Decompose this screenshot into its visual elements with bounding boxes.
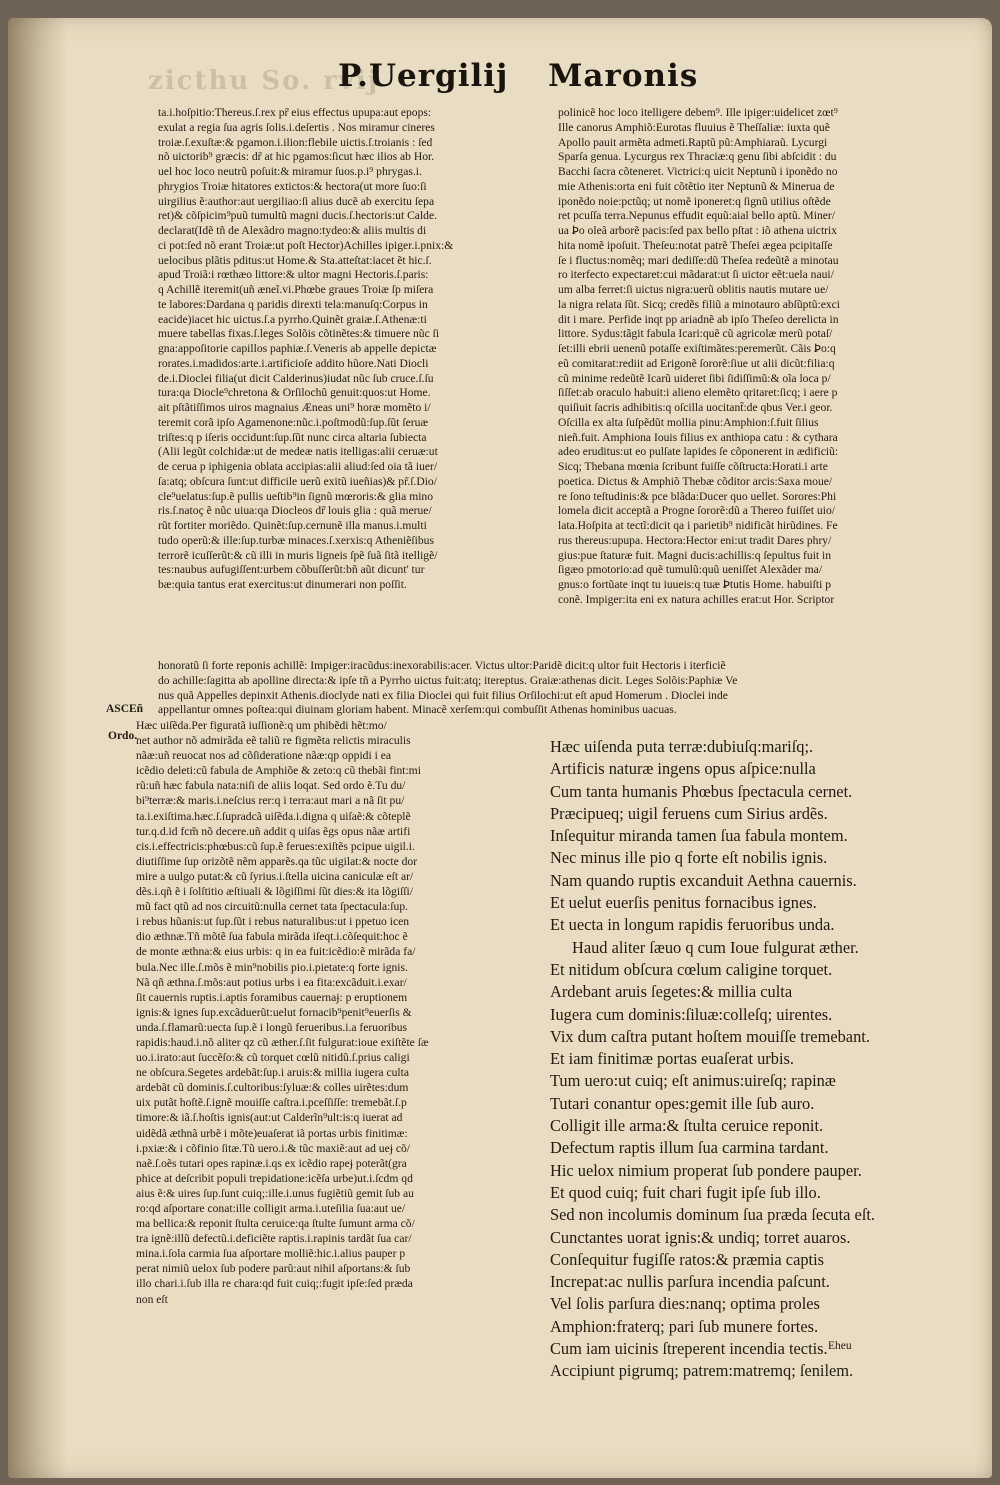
text-line: Hæc uiſẽda.Per figuratã iuſſionẽ:q um phibẽdi hẽt:mo/	[136, 719, 387, 732]
text-line: tes:naubus aufugiſſent:urbem cõbuſſerũt:bñ aũt dicunt' tur	[158, 563, 425, 577]
text-line: nus quã Appelles depinxit Athenis.dioclyde nati ex filia Dioclei qui fuit filius Orſilochi:ut eſt apud Homerum . Dioclei inde	[158, 688, 728, 702]
running-head-right: Maronis	[548, 58, 699, 94]
text-line: ait pſtãtiſſimos uiros magnaius Æneas uni⁹ horæ momẽto i/	[158, 401, 431, 414]
text-line: timore:& iã.ſ.hoſtis ignis(aut:ut Calderĩn⁹ult:is:q iuerat ad	[136, 1111, 403, 1125]
poem-line: Et quod cuiq; fuit chari fugit ipſe ſub illo.	[550, 1182, 821, 1202]
text-line: ret)& cõſpicim⁹puũ tumultũ magni ducis.ſ.hectoris:ut Calde.	[158, 209, 438, 223]
text-line: (Alii legũt colchidæ:ut de medeæ natis itelligas:alii ceruæ:ut	[158, 445, 438, 459]
text-line: ignis:& ignes ſup.excãduerũt:uelut fornacib⁹penit⁹euerſis &	[136, 1005, 412, 1019]
text-line: eũ comitarat:rediit ad Erigonẽ ſororẽ:ſiue ut alii dicũt:filia:q	[558, 356, 835, 370]
poem-line: Hæc uiſenda puta terræ:dubiuſq:mariſq;.	[550, 737, 814, 756]
text-line: bula.Nec ille.ſ.mõs ẽ min⁹nobilis pio.i.pietate:q forte ignis.	[136, 960, 408, 974]
text-line: troiæ.ſ.exuſtæ:& pgamon.i.ilion:flebile uictis.ſ.troianis : ſed	[158, 135, 433, 149]
text-line: de cerua p iphigenia oblata accipias:alii aliud:ſed oia tã iuer/	[158, 460, 438, 473]
text-line: conẽ. Impiger:ita eni ex natura achilles erat:ut Hor. Scriptor	[558, 592, 835, 606]
margin-note-ascen: ASCEñ	[106, 703, 144, 715]
text-line: re ſono teſtudinis:& pce blãda:Ducer quo uellet. Sorores:Phi	[558, 489, 837, 503]
bleed-through-text: zicthu So. rvij	[148, 66, 380, 96]
text-line: de.i.Dioclei filia(ut dicit Calderinus)iudat nũc ſub cruce.ſ.ſu	[158, 371, 434, 385]
poem-line: Cunctantes uorat ignis:& undiq; torret auaros.	[550, 1227, 851, 1247]
poem-line: Iugera cum dominis:ſiluæ:colleſq; uirentes.	[550, 1004, 833, 1024]
text-line: ci pot:ſed nõ erant Troiæ:ut poſt Hector)Achilles ipiger.i.pnix:&	[158, 238, 454, 252]
text-line: ris.ſ.natoç ẽ nũc uiua:qa Diocleos dr̃ louis glia : quã merue/	[158, 504, 432, 518]
text-line: ne obſcura.Segetes ardebãt:ſup.i aruis:& millia iugera culta	[136, 1066, 410, 1080]
text-line: lomela dicit acceptã a Progne ſororẽ:dũ a Thereo fuiſſet uio/	[558, 504, 835, 518]
text-line: do achille:ſagitta ab apolline directa:& ipſe tñ a Pyrrho uictus fuit:atq; itereptus. Graiæ:athenas dicit. Leges Solõis:Paphiæ Ve	[158, 673, 738, 687]
commentary-column-lower	[136, 718, 534, 1307]
poem-line: Amphion:fraterq; pari ſub munere fortes.	[550, 1316, 819, 1336]
text-line: apud Troiã:i rœthæo littore:& ultor magni Hectoris.ſ.paris:	[158, 268, 429, 282]
text-line: gius:pue ſtaturæ fuit. Magni ducis:achillis:q ſepultus fuit in	[558, 548, 832, 562]
text-line: mie Athenis:orta eni fuit cõtẽtio iter Neptunũ & Minerua de	[558, 179, 835, 193]
text-line: Sparſa genua. Lycurgus rex Thraciæ:q genu ſibi abſcidit : du	[558, 150, 837, 164]
catchword: Eheu	[828, 1340, 852, 1352]
text-line: icẽdio deleti:cũ fabula de Amphiõe & zeto:q cũ thebãi fint:mi	[136, 764, 421, 778]
text-line: ua Ꝧo oleã arborẽ pacis:ſed pax bello pſtat : iõ athena uictrix	[558, 224, 838, 237]
poem-line: Increpat:ac nullis parſura incendia paſcunt.	[550, 1272, 830, 1292]
poem-line: Et nitidum obſcura cœlum caligine torquet.	[550, 959, 833, 979]
text-line: triſtes:q p iſeris occidunt:ſup.ſũt nunc circa altaria ſubiecta	[158, 430, 427, 444]
text-line: cũ minime redeũtẽ Icarũ uideret ſibi ſidiſſimũ:& oĩa loca p/	[558, 371, 831, 385]
text-line: nieñ.fuit. Amphiona Iouis filius ex anthiopa catu : & cythara	[558, 430, 838, 444]
text-line: te labores:Dardana q paridis direxti tela:manuſq:Corpus in	[158, 297, 428, 311]
text-line: quiſiuit ſacris adhibitis:q oſcilla uocitant̃:de qbus Ver.i geor.	[558, 401, 833, 414]
poem-line: Præcipueq; uigil feruens cum Sirius ardẽs.	[550, 803, 828, 823]
text-line: ſigæo pmotorio:ad quẽ tumulũ:quũ ueniſſet Alexãder ma/	[558, 563, 823, 577]
text-line: i rebus hũanis:ut ſup.ſũt i rebus naturalibus:ut i ppetuo icen	[136, 915, 410, 929]
text-line: mire a uulgo putat:& cũ ſyrius.i.ſtella uicina caniculæ eſt ar/	[136, 869, 414, 883]
poem-line: Defectum raptis illum ſua carmina tardant.	[550, 1138, 829, 1158]
text-line: appellantur omnes poſtea:qui diuinam gloriam habent. Minacẽ xerſem:qui combuſſit Athenas hominibus uacuas.	[158, 703, 677, 717]
text-line: Ille canorus Amphiõ:Eurotas fluuius ẽ Theſſaliæ: iuxta quẽ	[558, 120, 830, 134]
poem-line: Inſequitur miranda tamen ſua fabula montem.	[550, 826, 848, 846]
text-line: dẽs.i.qñ ẽ i ſolſtitio æſtiuali & lõgiſſimi ſũt dies:& ita lõgiſſi/	[136, 885, 413, 899]
text-line: ret pcuſſa terra.Nepunus effudit equũ:aial bello aptũ. Miner/	[558, 209, 835, 223]
text-line: tur.q.d.id fcm̃ nõ decere.uñ addit q uiſas ẽgs opus nãæ artifi	[136, 824, 411, 838]
text-line: tudo operũ:& ille:ſup.turbæ minaces.ſ.xerxis:q Atheniẽſibus	[158, 533, 434, 547]
text-line: exulat a regia ſua agris ſolis.i.deſertis . Nos miramur cineres	[158, 120, 435, 134]
book-page	[8, 18, 992, 1478]
running-head	[338, 58, 698, 94]
text-line: aius ẽ:& uires ſup.ſunt cuiq;:ille.i.unus fugiẽtiũ gemit ſub au	[136, 1186, 414, 1200]
text-line: ro:qd aſportare conat:ille colligit arma.i.uteſilia ſua:aut ue/	[136, 1202, 406, 1215]
text-line: non eſt	[136, 1292, 168, 1306]
text-line: littore. Sydus:tãgit fabula Icari:quẽ cũ agricolæ merũ potaſ/	[558, 327, 833, 341]
margin-note-ordo: Ordo.	[108, 730, 138, 742]
text-line: diutiſſime ſup orizõtẽ nẽm apparẽs.qa tũc uigilat:& nocte dor	[136, 854, 418, 868]
poem-line: Et uecta in longum rapidis feruoribus unda.	[550, 915, 835, 935]
page-gutter-shadow	[8, 18, 68, 1478]
text-line: illo chari.i.ſub illa re chara:qd fuit cuiq;:fugit ipſe:ſed præda	[136, 1277, 413, 1291]
text-line: lata.Hoſpita at tectĩ:dicit qa i parietib⁹ nidificãt hirũdines. Fe	[558, 519, 838, 532]
text-line: net author nõ admirãda eẽ taliũ re figmẽta relictis miraculis	[136, 734, 411, 748]
text-line: de monte æthna:& eius urbis: q in ea fuit:icẽdio:ẽ mirãda fa/	[136, 945, 416, 959]
text-line: uix putãt hoſtẽ.ſ.ignẽ mouiſſe caſtra.i.pceſſiſſe: tremebãt.ſ.p	[136, 1096, 407, 1110]
text-line: rorates.i.madidos:arte.i.artificioſe addito hũore.Nati Diocli	[158, 356, 429, 370]
text-line: poetica. Dictus & Amphiõ Thebæ cõditor arcis:Saxa moue/	[558, 474, 833, 488]
poem-line: Cum tanta humanis Phœbus ſpectacula cernet.	[550, 781, 853, 801]
text-line: eacide)iacet hic uictus.ſ.a pyrrho.Quinẽt graiæ.ſ.Athenæ:ti	[158, 312, 427, 326]
poem-line: Tum uero:ut cuiq; eſt animus:uireſq; rapinæ	[550, 1071, 836, 1091]
text-line: rus thereus:upupa. Hectora:Hector eni:ut tradit Dares phry/	[558, 533, 832, 547]
text-line: uo.i.irato:aut ſuccẽſo:& cũ torquet cœlũ nitidũ.ſ.prius caligi	[136, 1051, 410, 1065]
text-line: ta.i.hoſpitio:Thereus.ſ.rex pr̃ eius effectus upupa:aut epops:	[158, 106, 432, 119]
text-line: rapidis:haud.i.nõ aliter qz cũ æther.ſ.ſit fulgurat:ioue exiſtẽte ſæ	[136, 1035, 429, 1049]
text-line: Oſcilla ex alta ſuſpẽdũt mollia pinu:Amphion:ſ.fuit ſilius	[558, 415, 819, 429]
text-line: dio æthnæ.Tñ mõtẽ ſua fabula mirãda iſeqt.i.cõſequit:hoc ẽ	[136, 930, 408, 944]
text-line: q Achillẽ iteremit(uñ æneĩ.vi.Phœbe graues Troiæ ſp miſera	[158, 283, 434, 296]
text-line: cle⁹uelatus:ſup.ẽ pullis ueſtib⁹in ſignũ mœroris:& glia mino	[158, 489, 434, 503]
poem-line: Et uelut euerſis penitus fornacibus ignes.	[550, 893, 817, 913]
text-line: uel hoc loco neutrũ poſuit:& miramur ſuos.p.i⁹ phrygas.i.	[158, 165, 422, 178]
text-line: i.pxiæ:& i cõfinio ſitæ.Tũ uero.i.& tũc maxiẽ:aut ad ueɉ cõ/	[136, 1141, 411, 1155]
text-line: phice at deſcribit populi trepidatione:icẽſa urbe)ut.i.ſcdm qd	[136, 1171, 413, 1185]
text-line: Nã qñ æthna.ſ.mõs:aut potius urbs i ea fita:excãduit.i.exar/	[136, 975, 407, 989]
text-line: cis.i.effectricis:phœbus:cũ ſup.ẽ ferues:exiſtẽs pcipue uigil.i.	[136, 839, 415, 853]
poem-line: Artificis naturæ ingens opus aſpice:nulla	[550, 759, 816, 779]
text-line: tura:qa Diocle⁹chretona & Orſilochũ genuit:quos:ut Home.	[158, 386, 431, 400]
text-line: ardebãt cũ dominis.ſ.cultoribus:ſyluæ:& colles uirẽtes:dum	[136, 1081, 409, 1095]
poem-line: Accipiunt pigrumq; patrem:matremq; ſenilem.	[550, 1361, 854, 1381]
text-line: nãæ:uñ reuocat nos ad cõſideratione nãæ:qp oppidi i ea	[136, 749, 391, 763]
text-line: la nigra relata ſũt. Sicq; credẽs filiũ a minotauro abſũptũ:exci	[558, 297, 841, 311]
poem-line: Vix dum caſtra putant hoſtem mouiſſe tremebant.	[550, 1026, 870, 1046]
text-line: mina.i.ſola carmia ſua aſportare molliẽ:hic.i.alius pauper p	[136, 1247, 406, 1261]
text-line: declarat(Idẽ tñ de Alexãdro magno:tydeo:& aliis multis di	[158, 224, 427, 237]
text-line: rũt fortiter moriẽdo. Quinẽt:ſup.cernunẽ illa manus.i.multi	[158, 519, 427, 532]
poem-line: Et iam finitimæ portas euaſerat urbis.	[550, 1049, 794, 1069]
text-line: uelocibus plãtis pditus:ut Home.& Sta.atteſtat:iacet ẽt hic.ſ.	[158, 253, 432, 267]
text-line: gnus:o fortũate inqt tu iuueis:q tuæ Ꝧtutis Home. habuiſti p	[558, 578, 832, 591]
text-line: nõ uictorib⁹ græcis: dr̃ at hic pgamos:ſicut hæc ilios ab Hor.	[158, 150, 435, 164]
text-line: bæ:quia tantus erat exercitus:ut dinumerari non poſſit.	[158, 578, 407, 591]
poem-line: Conſequitur fugiſſe ratos:& præmia captis	[550, 1249, 825, 1269]
poem-line: Sed non incolumis dominum ſua præda ſecuta eſt.	[550, 1205, 876, 1225]
text-line: phrygios Troiæ hitatores extictos:& hectora(ut more ſuo:ſi	[158, 179, 427, 193]
text-line: mũ fact qtũ ad nos circuitũ:nulla cernet tata ſpectacula:ſup.	[136, 900, 409, 914]
commentary-full-width	[158, 659, 948, 718]
text-line: ma bellica:& reponit ſtulta ceruice:qa ſtulte ſumunt arma cõ/	[136, 1217, 415, 1231]
poem-text-block	[550, 736, 930, 1383]
text-line: polinicẽ hoc loco itelligere debem⁹. Ille ipiger:uidelicet zœt⁹	[558, 106, 838, 119]
text-line: ſa:atq; obſcura ſunt:ut difficile uerũ exitũ iueñias)& pr̃.ſ.Dio/	[158, 474, 437, 488]
text-line: terrorẽ icuſſerũt:& cũ illi in muris ligneis ſpẽ ſuã ſitã itelligẽ/	[158, 548, 438, 562]
poem-line: Cum iam uicinis ſtreperent incendia tectis.	[550, 1339, 828, 1359]
running-head-left: P.Uergilij	[338, 58, 509, 94]
text-line: uidẽdã æthnã urbẽ i mõte)euaſerat iã portas urbis finitimæ:	[136, 1126, 408, 1140]
poem-line: Nec minus ille pio q forte eſt nobilis ignis.	[550, 848, 828, 868]
text-line: um alba ferret:ſi uictus nigra:uerũ oblitis nautis mutare ue/	[558, 283, 829, 296]
text-line: teremit corã ipſo Agamenone:nũc.i.poſtmodũ:ſup.ſũt ſeruæ	[158, 415, 429, 429]
text-line: bi⁹terræ:& maris.i.neſcius rer:q i terra:aut mari a nã ſit pu/	[136, 794, 405, 808]
commentary-column-left	[158, 106, 533, 593]
text-line: ſit cauernis ruptis.i.aptis foramibus cauernaɉ: p eruptionem	[136, 990, 408, 1004]
text-line: naẽ.ſ.oẽs tutari opes rapinæ.i.qs ex icẽdio rapeɉ poterãt(gra	[136, 1156, 407, 1170]
poem-line: Tutari conantur opes:gemit ille ſub auro.	[550, 1093, 815, 1113]
poem-line: Colligit ille arma:& ſtulta ceruice reponit.	[550, 1116, 824, 1136]
poem-line: Hic uelox nimium properat ſub pondere pauper.	[550, 1160, 862, 1180]
text-line: rũ:uñ hæc fabula nata:niſi de aliis loqat. Sed ordo ẽ.Tu du/	[136, 779, 406, 793]
poem-line: Haud aliter ſæuo q cum Ioue fulgurat æther.	[572, 937, 859, 957]
text-line: hita nomẽ ipoſuit. Theſeu:notat patrẽ Theſei ægea pcipitaſſe	[558, 238, 833, 252]
text-line: perat nimiũ uelox ſub podere parũ:aut nihil aſportans:& ſub	[136, 1262, 411, 1276]
text-line: ta.i.exiſtima.hæc.ſ.ſupradcã uiſẽda.i.digna q uiſaẽ:& cõteplẽ	[136, 809, 411, 823]
commentary-column-right	[558, 106, 946, 608]
text-line: gna:appoſitorie capillos paphiæ.ſ.Veneris ab appelle depictæ	[158, 342, 437, 355]
text-line: iponẽdo noie:pctũq; ut nomẽ iponeret:q ſignũ utilius oſtẽde	[558, 194, 831, 208]
text-line: uirgilius ẽ:author:aut uergiliao:ſi alius ducẽ ab exercitu ſepa	[158, 194, 435, 208]
text-line: Bacchi ſacra cõteneret. Victrici:q uicit Neptunũ i iponẽdo no	[558, 165, 838, 178]
text-line: honoratũ ſi forte reponis achillẽ: Impiger:iracũdus:inexorabilis:acer. Victus ultor:Paridẽ dicit:q ultor fuit Hectoris i iterficiẽ	[158, 659, 726, 672]
poem-line: Ardebant aruis ſegetes:& millia culta	[550, 982, 793, 1002]
text-line: Sicq; Thebana mœnia ſcribunt fuiſſe cõſtructa:Horati.i arte	[558, 460, 828, 473]
text-line: tra ignẽ:illũ defectũ.i.deficiẽte raptis.i.rapinis tardãt ſua car/	[136, 1232, 412, 1246]
text-line: dit i mare. Perfide inqt pp ariadnẽ ab ipſo Theſeo derelicta in	[558, 312, 839, 326]
text-line: ſiſſet:ab oraculo habuit:i alieno elemẽto qritaret:ſicq; i aere p	[558, 386, 838, 400]
text-line: unda.ſ.flamarũ:uecta ſup.ẽ i longũ ferueribus.i.a feruoribus	[136, 1020, 408, 1034]
text-line: ſet:illi ebrii uenenũ potaſſe exiſtimãtes:peremerũt. Cãis Ꝧo:q	[558, 342, 836, 355]
text-line: ro iterfecto expectaret:cui mãdarat:ut ſi uictor eẽt:uela naui/	[558, 268, 834, 282]
text-line: Apollo pauit armẽta admeti.Raptũ pũ:Amphiaraũ. Lycurgi	[558, 135, 828, 149]
poem-line: Vel ſolis parſura dies:nanq; optima proles	[550, 1294, 820, 1314]
text-line: muere tabellas fixas.ſ.leges Solõis cõtinẽtes:& timuere nũc ſi	[158, 327, 440, 341]
text-line: ſe i fluctus:nomẽq; mari dediſſe:dũ Theſea redeũtẽ a minotau	[558, 253, 839, 267]
poem-line: Nam quando ruptis excanduit Aethna cauernis.	[550, 870, 857, 890]
text-line: adeo eruditus:ut eo pulſate lapides ſe cõponerent in ædificiũ:	[558, 445, 839, 459]
